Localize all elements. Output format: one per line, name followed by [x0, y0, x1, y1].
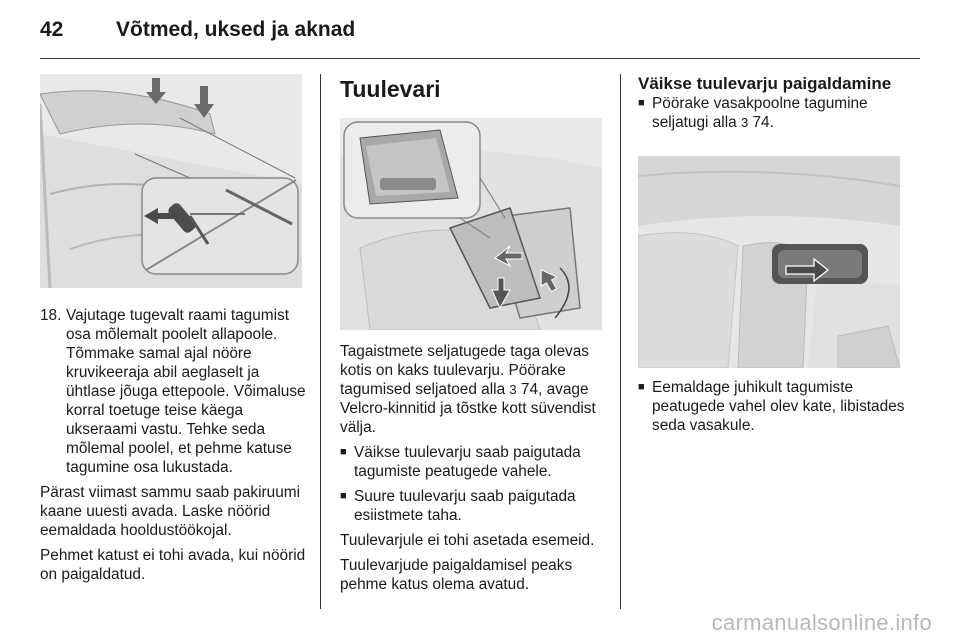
page-reference-icon: 3 [740, 115, 749, 130]
bullet-icon: ■ [638, 97, 645, 109]
column-2 [340, 74, 610, 594]
bullet-list [638, 378, 910, 435]
page-number: 42 [40, 18, 64, 41]
bullet-icon: ■ [340, 490, 347, 502]
step-number: 18. [40, 307, 62, 324]
header-divider [40, 58, 920, 59]
soft-top-cord-illustration [40, 74, 302, 288]
list-item: ■ Eemaldage juhikult tagumiste peatugede vahel olev kate, libistades seda vasakule. [638, 379, 905, 434]
column-divider-1 [320, 74, 321, 609]
section-title: Tuulevari [340, 76, 441, 102]
list-item: ■ Pöörake vasakpoolne tagumine seljatugi alla 3 74. [638, 95, 868, 131]
rear-headrest-cover-illustration [638, 156, 900, 368]
bullet-icon: ■ [340, 446, 347, 458]
page-header [40, 18, 355, 48]
page-title: Võtmed, uksed ja aknad [116, 18, 356, 41]
bullet-list [340, 443, 610, 525]
paragraph: Tuulevarjude paigaldamisel peaks pehme katus olema avatud. [340, 557, 573, 593]
watermark: carmanualsonline.info [711, 610, 932, 635]
page-reference-icon: 3 [509, 382, 517, 397]
subsection-title: Väikse tuulevarju paigaldamine [638, 74, 892, 93]
paragraph: Tuulevarjule ei tohi asetada esemeid. [340, 532, 595, 549]
wind-deflector-bag-illustration [340, 118, 602, 330]
list-item: ■ Suure tuulevarju saab paigutada esiistmete taha. [340, 488, 576, 524]
bullet-list [638, 94, 910, 132]
paragraph: Pehmet katust ei tohi avada, kui nöörid on paigaldatud. [40, 547, 306, 583]
list-item: ■ Väikse tuulevarju saab paigutada tagumiste peatugede vahele. [340, 444, 581, 480]
paragraph: Pärast viimast sammu saab pakiruumi kaane uuesti avada. Laske nöörid eemaldada hooldustöökojal. [40, 484, 301, 539]
column-divider-2 [620, 74, 621, 609]
column-3 [638, 74, 910, 435]
intro-paragraph: Tagaistmete seljatugede taga olevas kotis on kaks tuulevarju. Pöörake tagumised seljatoed alla 3 74, avage Velcro-kinnitid ja tõstke kott süvendist välja. [340, 343, 596, 436]
step-18 [40, 306, 312, 477]
step-text: Vajutage tugevalt raami tagumist osa mõlemalt poolelt allapoole. Tõmmake samal ajal nööre kruvikeeraja abil aeglaselt ja ühtlase jõuga ettepoole. Võimaluse korral toetuge teise käega ukseraami vastu. Tehke seda mõlemal poolel, et pehme katuse tagumine osa lukustada. [66, 307, 306, 476]
bullet-icon: ■ [638, 381, 645, 393]
column-1 [40, 74, 312, 584]
